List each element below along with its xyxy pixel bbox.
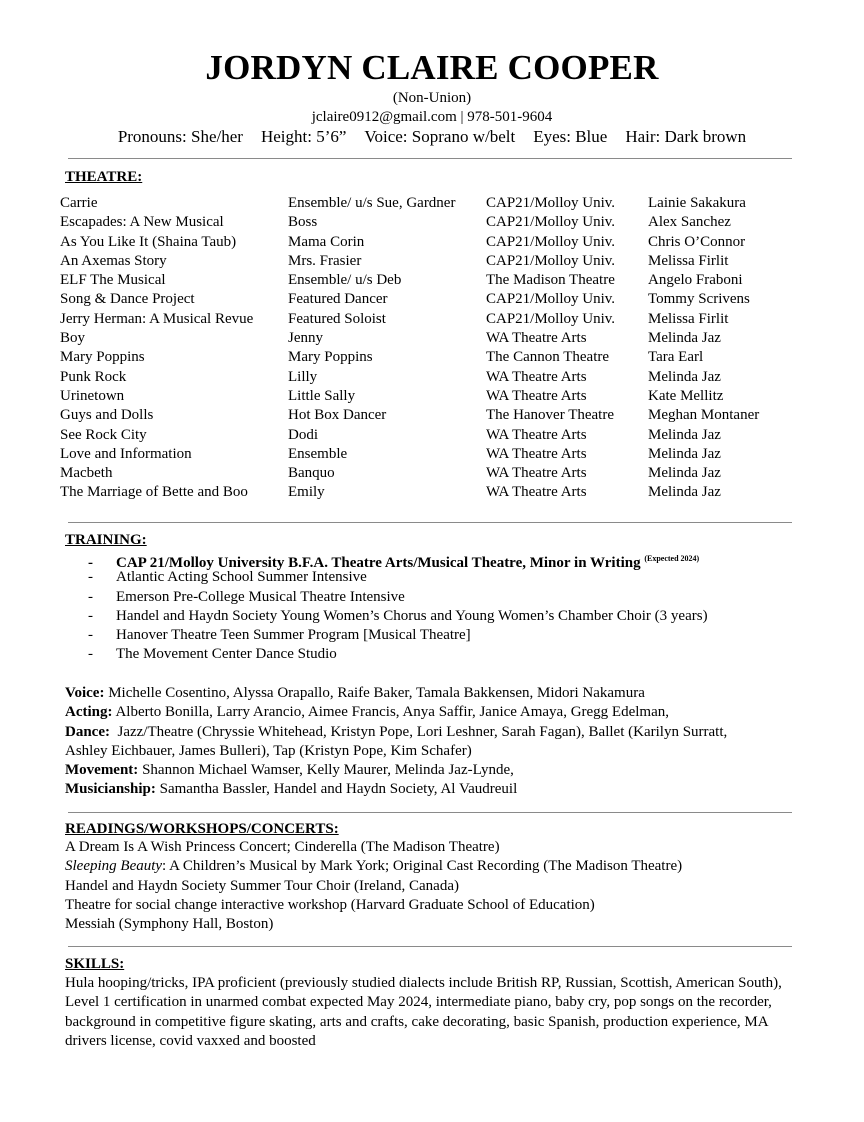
resume-name: JORDYN CLAIRE COOPER — [205, 48, 659, 87]
theatre-credit-row — [60, 483, 788, 502]
theatre-credit-row — [60, 348, 788, 367]
director: Chris O’Connor — [648, 233, 746, 250]
role: Emily — [288, 484, 325, 501]
director: Meghan Montaner — [648, 407, 760, 424]
bullet-dash: - — [88, 588, 93, 605]
bullet-dash: - — [88, 569, 93, 586]
theatre-credit-row — [60, 233, 788, 252]
theatre-credit-row — [60, 252, 788, 271]
venue: The Hanover Theatre — [486, 407, 614, 424]
eye-color: Eyes: Blue — [533, 127, 608, 146]
director: Melinda Jaz — [648, 368, 721, 385]
training-item-label: Emerson Pre-College Musical Theatre Intensive — [116, 588, 405, 605]
show-title: Boy — [60, 330, 86, 347]
venue: CAP21/Molloy Univ. — [486, 310, 616, 327]
show-title: Mary Poppins — [60, 349, 145, 366]
dance-coaches — [65, 723, 805, 742]
venue: The Madison Theatre — [486, 272, 615, 289]
dance-label: Dance: — [65, 723, 110, 740]
theatre-credit-row — [60, 464, 788, 483]
movement-coaches — [65, 761, 805, 780]
personal-stats — [0, 127, 864, 147]
show-title: Jerry Herman: A Musical Revue — [60, 310, 254, 327]
voice-label: Voice: — [65, 685, 105, 701]
training-item — [88, 607, 708, 626]
director: Melissa Firlit — [648, 310, 729, 327]
training-item-note: (Expected 2024) — [644, 554, 700, 563]
show-title: The Marriage of Bette and Boo — [60, 484, 248, 501]
show-title: Love and Information — [60, 445, 192, 462]
theatre-credit-row — [60, 271, 788, 290]
training-item-label: Hanover Theatre Teen Summer Program [Musical Theatre] — [116, 627, 471, 644]
venue: CAP21/Molloy Univ. — [486, 291, 616, 308]
role: Banquo — [288, 465, 335, 482]
theatre-credits-table — [60, 194, 788, 503]
director: Melinda Jaz — [648, 484, 721, 501]
acting-coaches-list: Alberto Bonilla, Larry Arancio, Aimee Francis, Anya Saffir, Janice Amaya, Gregg Edelman, — [115, 704, 669, 721]
coaches-section — [65, 684, 805, 800]
movement-label: Movement: — [65, 762, 139, 779]
training-item-label: The Movement Center Dance Studio — [116, 646, 337, 663]
venue: WA Theatre Arts — [486, 368, 587, 385]
role: Ensemble/ u/s Deb — [288, 272, 402, 289]
reading-title-italic: Sleeping Beauty — [65, 858, 163, 875]
role: Mrs. Frasier — [288, 252, 362, 269]
show-title: ELF The Musical — [60, 272, 166, 289]
director: Melinda Jaz — [648, 465, 721, 482]
height: Height: 5’6” — [260, 127, 347, 146]
pronouns: Pronouns: She/her — [117, 127, 243, 146]
divider — [68, 812, 792, 813]
venue: CAP21/Molloy Univ. — [486, 195, 616, 211]
training-heading: TRAINING: — [65, 532, 147, 548]
venue: CAP21/Molloy Univ. — [486, 233, 616, 250]
hair-color: Hair: Dark brown — [625, 127, 747, 146]
contact-info: jclaire0912@gmail.com | 978-501-9604 — [311, 109, 553, 125]
venue: CAP21/Molloy Univ. — [486, 252, 616, 269]
reading-item — [65, 857, 682, 876]
venue: CAP21/Molloy Univ. — [486, 214, 616, 231]
show-title: Macbeth — [60, 465, 113, 482]
bullet-dash: - — [88, 646, 93, 663]
training-item — [88, 549, 708, 571]
director: Melinda Jaz — [648, 330, 721, 347]
role: Ensemble/ u/s Sue, Gardner — [288, 195, 456, 211]
voice-type: Voice: Soprano w/belt — [364, 127, 516, 146]
divider — [68, 946, 792, 947]
show-title: Escapades: A New Musical — [60, 214, 224, 231]
show-title: An Axemas Story — [60, 252, 167, 269]
role: Jenny — [288, 330, 323, 347]
role: Little Sally — [288, 387, 356, 404]
bullet-dash: - — [88, 627, 93, 644]
musicianship-label: Musicianship: — [65, 781, 156, 798]
divider — [68, 158, 792, 159]
divider — [68, 522, 792, 523]
dance-coaches-continued: Ashley Eichbauer, James Bulleri), Tap (Kristyn Pope, Kim Schafer) — [65, 742, 472, 759]
theatre-credit-row — [60, 406, 788, 425]
venue: WA Theatre Arts — [486, 330, 587, 347]
voice-coaches-list: Michelle Cosentino, Alyssa Orapallo, Raife Baker, Tamala Bakkensen, Midori Nakamura — [108, 685, 645, 701]
theatre-credit-row — [60, 445, 788, 464]
director: Melinda Jaz — [648, 445, 721, 462]
bullet-dash: - — [88, 555, 93, 571]
role: Featured Dancer — [288, 291, 388, 308]
venue: WA Theatre Arts — [486, 484, 587, 501]
training-item-label: CAP 21/Molloy University B.F.A. Theatre Arts/Musical Theatre, Minor in Writing — [116, 555, 641, 571]
show-title: Guys and Dolls — [60, 407, 154, 424]
role: Mary Poppins — [288, 349, 373, 366]
training-list — [88, 549, 708, 665]
director: Alex Sanchez — [648, 214, 731, 231]
theatre-credit-row — [60, 290, 788, 309]
theatre-credit-row — [60, 368, 788, 387]
director: Melinda Jaz — [648, 426, 721, 443]
role: Lilly — [288, 368, 318, 385]
theatre-credit-row — [60, 329, 788, 348]
role: Hot Box Dancer — [288, 407, 387, 424]
director: Tommy Scrivens — [648, 291, 750, 308]
training-item — [88, 645, 708, 664]
training-item — [88, 588, 708, 607]
skills-heading: SKILLS: — [65, 956, 125, 972]
readings-list — [65, 838, 682, 934]
bullet-dash: - — [88, 607, 93, 624]
reading-item: Theatre for social change interactive workshop (Harvard Graduate School of Education) — [65, 896, 595, 913]
theatre-credit-row — [60, 426, 788, 445]
theatre-credit-row — [60, 213, 788, 232]
role: Dodi — [288, 426, 318, 443]
role: Boss — [288, 214, 318, 231]
reading-item-rest: : A Children’s Musical by Mark York; Original Cast Recording (The Madison Theatre) — [162, 858, 683, 875]
theatre-credit-row — [60, 194, 788, 213]
venue: The Cannon Theatre — [486, 349, 610, 366]
theatre-credit-row — [60, 387, 788, 406]
voice-coaches — [65, 684, 805, 703]
director: Melissa Firlit — [648, 252, 729, 269]
show-title: See Rock City — [60, 426, 147, 443]
venue: WA Theatre Arts — [486, 465, 587, 482]
show-title: Punk Rock — [60, 368, 127, 385]
reading-item: Handel and Haydn Society Summer Tour Choir (Ireland, Canada) — [65, 877, 459, 894]
musicianship-coaches-list: Samantha Bassler, Handel and Haydn Society, Al Vaudreuil — [159, 781, 518, 798]
role: Mama Corin — [288, 233, 365, 250]
director: Angelo Fraboni — [648, 272, 743, 289]
role: Featured Soloist — [288, 310, 386, 327]
musicianship-coaches — [65, 780, 805, 799]
acting-coaches — [65, 703, 805, 722]
training-item — [88, 568, 708, 587]
training-item-label: Handel and Haydn Society Young Women’s Chorus and Young Women’s Chamber Choir (3 years) — [116, 607, 708, 624]
skills-text: Hula hooping/tricks, IPA proficient (previously studied dialects include British RP, Russian, Scottish, American South), Level 1 certification in unarmed combat expected May 2024, intermediate piano, baby cry, pop songs on the recorder, background in competitive figure skating, arts and crafts, cake decorating, basic Spanish, production experience, MA drivers license, covid vaxxed and boosted — [65, 975, 782, 1049]
union-status: (Non-Union) — [392, 90, 472, 106]
show-title: Urinetown — [60, 387, 125, 404]
reading-item: Messiah (Symphony Hall, Boston) — [65, 916, 274, 933]
theatre-credit-row — [60, 310, 788, 329]
show-title: Carrie — [60, 195, 98, 211]
reading-item: A Dream Is A Wish Princess Concert; Cinderella (The Madison Theatre) — [65, 839, 500, 855]
dance-coaches-list: Jazz/Theatre (Chryssie Whitehead, Kristyn Pope, Lori Leshner, Sarah Fagan), Ballet (Karilyn Surratt, — [117, 723, 728, 740]
director: Lainie Sakakura — [648, 195, 746, 211]
movement-coaches-list: Shannon Michael Wamser, Kelly Maurer, Melinda Jaz-Lynde, — [142, 762, 514, 779]
role: Ensemble — [288, 445, 348, 462]
theatre-heading: THEATRE: — [65, 169, 143, 185]
venue: WA Theatre Arts — [486, 445, 587, 462]
venue: WA Theatre Arts — [486, 426, 587, 443]
venue: WA Theatre Arts — [486, 387, 587, 404]
director: Tara Earl — [648, 349, 704, 366]
director: Kate Mellitz — [648, 387, 724, 404]
acting-label: Acting: — [65, 704, 113, 721]
training-item — [88, 626, 708, 645]
readings-heading: READINGS/WORKSHOPS/CONCERTS: — [65, 821, 339, 837]
training-item-label: Atlantic Acting School Summer Intensive — [116, 569, 367, 586]
show-title: Song & Dance Project — [60, 291, 195, 308]
show-title: As You Like It (Shaina Taub) — [60, 233, 237, 250]
